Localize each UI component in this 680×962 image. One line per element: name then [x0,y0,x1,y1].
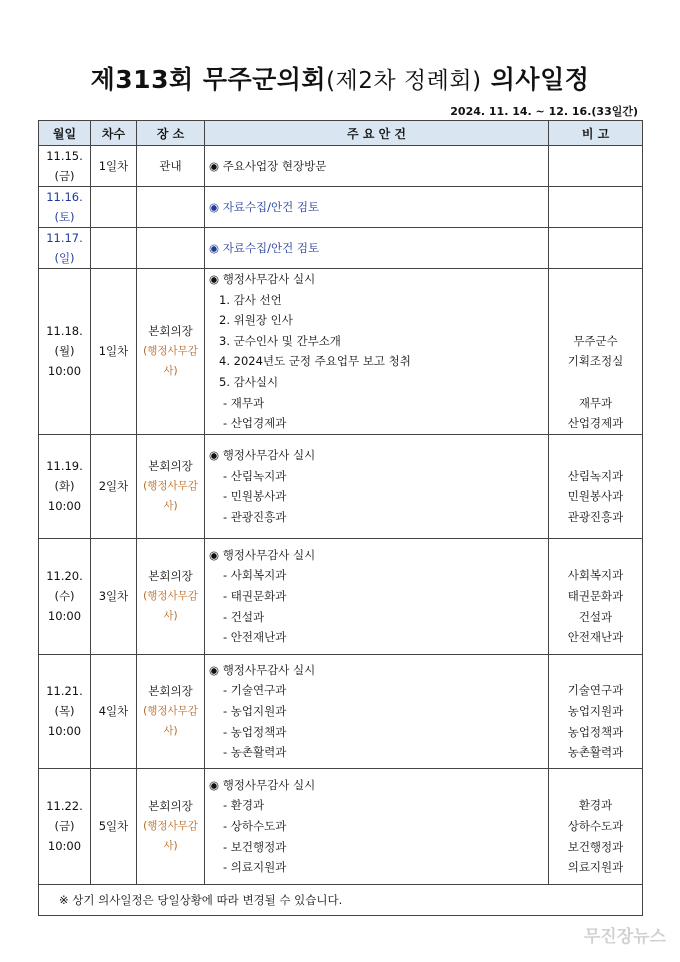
place-text: 본회의장 [148,799,193,814]
note-item: 상하수도과 [567,818,624,833]
table-row [39,187,643,228]
note-item: 의료지원과 [567,860,624,875]
date-text: (수) [54,589,75,604]
agenda-item: ◉ 행정사무감사 실시 [209,547,316,562]
watermark-logo: 무진장뉴스 [583,927,666,947]
date-text: (일) [54,251,75,265]
agenda-item: - 태권문화과 [223,588,287,603]
table-row [39,768,643,884]
note-cell [549,269,643,435]
schedule-table [38,120,643,916]
date-text: (월) [54,344,75,359]
note-item: 산림녹지과 [567,468,624,483]
note-cell [549,228,643,269]
title-main: 제313회 무주군의회 [90,65,327,94]
place-cell [137,538,205,654]
date-text: (금) [54,819,75,834]
agenda-item: - 안전재난과 [223,630,287,645]
agenda-item: ◉ 주요사업장 현장방문 [209,158,327,173]
time-text: 10:00 [47,364,82,379]
agenda-item: - 재무과 [223,395,265,410]
order-cell: 4일차 [91,654,137,768]
agenda-item: - 산업경제과 [223,416,287,431]
note-item [549,310,642,331]
title-sub: (제2차 정례회) [326,68,482,94]
note-item: 안전재난과 [567,630,624,645]
note-cell [549,654,643,768]
place-sub-text: (행정사무감사) [143,345,198,378]
agenda-item: ◉ 자료수집/안건 검토 [209,240,320,255]
agenda-item: - 사회복지과 [223,568,287,583]
date-cell [39,538,91,654]
schedule-period: 2024. 11. 14. ~ 12. 16.(33일간) [450,105,638,118]
note-cell [549,146,643,187]
place-text: 본회의장 [148,324,193,339]
time-text: 10:00 [47,724,82,739]
date-text: 11.21. [46,684,83,699]
header-order: 차수 [91,121,137,146]
agenda-item: ◉ 행정사무감사 실시 [209,448,316,463]
agenda-item: - 환경과 [223,798,265,813]
date-text: 11.15. [46,149,83,163]
note-item [549,545,642,566]
date-cell [39,434,91,538]
place-text: 관내 [159,159,182,173]
date-text: (금) [54,169,75,183]
agenda-item: - 상하수도과 [223,818,287,833]
header-agenda: 주 요 안 건 [205,121,549,146]
date-cell [39,146,91,187]
note-item [549,445,642,466]
date-cell [39,228,91,269]
note-item [549,269,642,290]
agenda-item: 3. 군수인사 및 간부소개 [219,333,341,348]
place-cell [137,146,205,187]
order-cell: 2일차 [91,434,137,538]
header-place: 장 소 [137,121,205,146]
order-cell: 1일차 [91,269,137,435]
date-text: (화) [54,479,75,494]
agenda-cell [205,434,549,538]
agenda-cell [205,146,549,187]
time-text: 10:00 [47,839,82,854]
time-text: 10:00 [47,609,82,624]
table-row [39,269,643,435]
note-cell [549,434,643,538]
place-text: 본회의장 [148,459,193,474]
agenda-item: - 건설과 [223,609,265,624]
header-date: 월일 [39,121,91,146]
place-cell [137,269,205,435]
note-item: 사회복지과 [567,568,624,583]
title-tail: 의사일정 [481,65,590,94]
agenda-cell [205,654,549,768]
date-text: (토) [54,210,75,224]
note-item: 무주군수 [573,333,618,348]
date-cell [39,654,91,768]
header-note: 비 고 [549,121,643,146]
note-item: 기술연구과 [567,683,624,698]
date-text: 11.19. [46,459,83,474]
agenda-item: ◉ 행정사무감사 실시 [209,662,316,677]
place-cell [137,228,205,269]
agenda-item: - 농업지원과 [223,703,287,718]
place-cell [137,654,205,768]
order-cell [91,228,137,269]
agenda-item: - 관광진흥과 [223,509,287,524]
place-text: 본회의장 [148,569,193,584]
note-cell [549,538,643,654]
agenda-item: 4. 2024년도 군정 주요업무 보고 청취 [219,354,411,369]
agenda-cell [205,228,549,269]
order-cell: 5일차 [91,768,137,884]
date-cell [39,768,91,884]
agenda-item: - 민원봉사과 [223,489,287,504]
note-item: 농촌활력과 [567,745,624,760]
agenda-item: 1. 감사 선언 [219,292,282,307]
note-item [549,775,642,796]
table-row [39,538,643,654]
note-cell [549,187,643,228]
order-cell [91,187,137,228]
agenda-item: ◉ 자료수집/안건 검토 [209,199,320,214]
table-header-row [39,121,643,146]
agenda-item: 5. 감사실시 [219,374,279,389]
agenda-cell [205,538,549,654]
table-row [39,654,643,768]
place-sub-text: (행정사무감사) [143,590,198,623]
place-sub-text: (행정사무감사) [143,705,198,738]
agenda-cell [205,768,549,884]
agenda-item: ◉ 행정사무감사 실시 [209,777,316,792]
place-cell [137,768,205,884]
note-cell [549,768,643,884]
note-item [549,290,642,311]
date-text: 11.17. [46,231,83,245]
note-item: 관광진흥과 [567,509,624,524]
date-text: 11.22. [46,799,83,814]
time-text: 10:00 [47,499,82,514]
note-item: 건설과 [578,609,613,624]
agenda-item: ◉ 행정사무감사 실시 [209,272,316,286]
agenda-cell [205,269,549,435]
agenda-item: 2. 위원장 인사 [219,313,293,328]
date-text: 11.16. [46,190,83,204]
date-cell [39,187,91,228]
note-item [549,660,642,681]
footnote: ※ 상기 의사일정은 당일상황에 따라 변경될 수 있습니다. [39,884,643,915]
table-row [39,146,643,187]
place-text: 본회의장 [148,684,193,699]
date-text: 11.18. [46,324,83,339]
note-item: 태권문화과 [567,588,624,603]
note-item: 재무과 [578,395,613,410]
note-item: 환경과 [578,798,613,813]
agenda-item: - 농업정책과 [223,724,287,739]
agenda-item: - 보건행정과 [223,839,287,854]
note-item: 농업지원과 [567,703,624,718]
date-cell [39,269,91,435]
table-row [39,228,643,269]
date-text: (목) [54,704,75,719]
footnote-row [39,884,643,915]
place-sub-text: (행정사무감사) [143,820,198,853]
agenda-item: - 기술연구과 [223,683,287,698]
note-item: 기획조정실 [567,354,624,369]
place-sub-text: (행정사무감사) [143,480,198,513]
note-item: 산업경제과 [567,416,624,431]
order-cell: 1일차 [91,146,137,187]
note-item: 보건행정과 [567,839,624,854]
note-item: 민원봉사과 [567,489,624,504]
table-row [39,434,643,538]
agenda-item: - 의료지원과 [223,860,287,875]
note-item: 농업정책과 [567,724,624,739]
date-text: 11.20. [46,569,83,584]
order-cell: 3일차 [91,538,137,654]
note-item [549,372,642,393]
agenda-item: - 농촌활력과 [223,745,287,760]
page-title [0,60,680,96]
place-cell [137,187,205,228]
place-cell [137,434,205,538]
agenda-cell [205,187,549,228]
agenda-item: - 산림녹지과 [223,468,287,483]
